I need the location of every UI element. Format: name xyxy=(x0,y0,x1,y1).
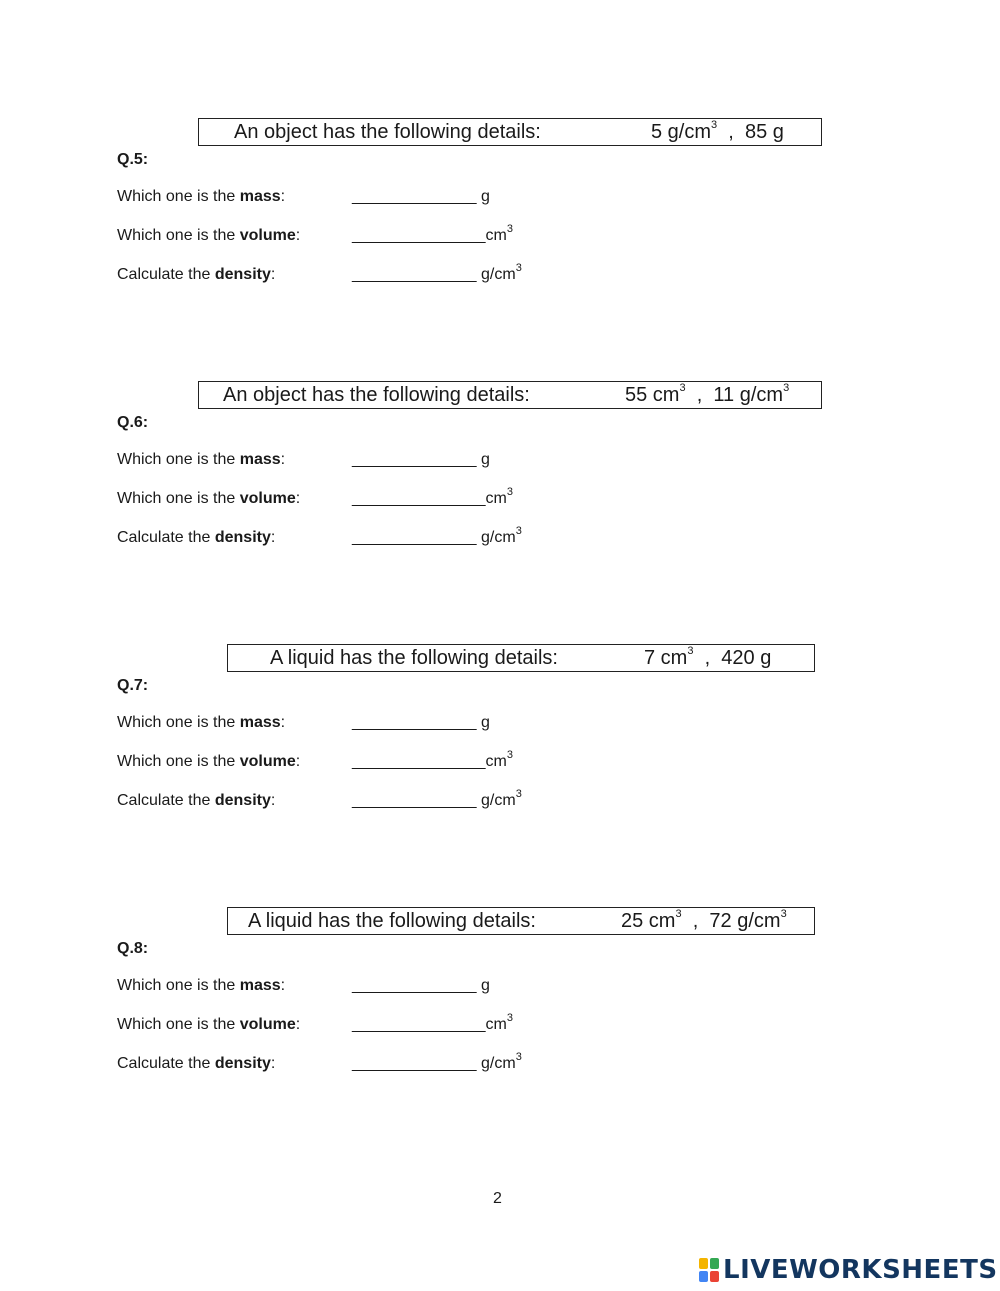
question-number: Q.6: xyxy=(117,414,149,431)
volume-answer-blank[interactable]: $\_\_\_\_\_\_\_\_\_\_\_\_\_\_\_cm^3$ xyxy=(352,485,513,507)
density-answer-blank[interactable]: ______________ $g/cm^3$ xyxy=(352,261,522,283)
details-values xyxy=(651,119,784,145)
details-box xyxy=(198,118,822,146)
question-block xyxy=(0,644,1000,874)
details-values xyxy=(621,908,787,934)
mass-answer-blank[interactable]: ______________ g xyxy=(352,714,490,731)
details-text: A liquid has the following details: xyxy=(248,910,536,932)
mass-label: Which one is the mass: xyxy=(117,977,286,994)
detail-value-1: 55 cm xyxy=(625,384,680,406)
liveworksheets-logo-icon xyxy=(698,1257,720,1283)
detail-value-1: 25 cm xyxy=(621,910,676,932)
detail-value-1: 7 cm xyxy=(644,647,688,669)
details-box xyxy=(227,907,815,935)
density-label: Calculate the density: xyxy=(117,792,276,809)
detail-separator: , xyxy=(728,121,734,143)
mass-label: Which one is the mass: xyxy=(117,714,286,731)
density-label: Calculate the density: xyxy=(117,529,276,546)
detail-value-2: 85 g xyxy=(744,121,784,143)
density-answer-blank[interactable]: ______________ $g/cm^3$ xyxy=(352,787,522,809)
detail-value-2: 11 g/cm xyxy=(713,384,784,406)
details-box xyxy=(227,644,815,672)
question-block xyxy=(0,907,1000,1137)
details-values xyxy=(644,645,771,671)
detail-value-1-sup: 3 xyxy=(711,119,718,132)
volume-label: Which one is the volume: xyxy=(117,227,301,244)
mass-label: Which one is the mass: xyxy=(117,188,286,205)
mass-label: Which one is the mass: xyxy=(117,451,286,468)
details-text: An object has the following details: xyxy=(234,121,541,143)
volume-answer-blank[interactable]: $\_\_\_\_\_\_\_\_\_\_\_\_\_\_\_cm^3$ xyxy=(352,1011,513,1033)
details-text: An object has the following details: xyxy=(223,384,530,406)
detail-value-1: 5 g/cm xyxy=(651,121,712,143)
density-answer-blank[interactable]: ______________ $g/cm^3$ xyxy=(352,524,522,546)
detail-separator: , xyxy=(696,384,703,406)
volume-answer-blank[interactable]: $\_\_\_\_\_\_\_\_\_\_\_\_\_\_\_cm^3$ xyxy=(352,748,513,770)
question-number: Q.7: xyxy=(117,677,149,694)
mass-answer-blank[interactable]: ______________ g xyxy=(352,977,490,994)
liveworksheets-logo xyxy=(698,1255,998,1285)
density-label: Calculate the density: xyxy=(117,1055,276,1072)
detail-separator: , xyxy=(704,647,711,669)
density-label: Calculate the density: xyxy=(117,266,276,283)
details-box xyxy=(198,381,822,409)
detail-value-2-sup: 3 xyxy=(780,908,787,921)
question-block xyxy=(0,381,1000,611)
detail-value-2-sup: 3 xyxy=(783,382,790,395)
detail-value-1-sup: 3 xyxy=(679,382,686,395)
detail-separator: , xyxy=(692,910,699,932)
detail-value-1-sup: 3 xyxy=(675,908,682,921)
details-values xyxy=(625,382,789,408)
volume-label: Which one is the volume: xyxy=(117,753,301,770)
logo-text: LIVEWORKSHEETS xyxy=(723,1255,998,1285)
detail-value-1-sup: 3 xyxy=(687,645,694,658)
volume-answer-blank[interactable]: $\_\_\_\_\_\_\_\_\_\_\_\_\_\_\_cm^3$ xyxy=(352,222,513,244)
detail-value-2: 72 g/cm xyxy=(709,910,781,932)
mass-answer-blank[interactable]: ______________ g xyxy=(352,451,490,468)
details-text: A liquid has the following details: xyxy=(270,647,558,669)
question-block xyxy=(0,118,1000,348)
volume-label: Which one is the volume: xyxy=(117,1016,301,1033)
volume-label: Which one is the volume: xyxy=(117,490,301,507)
question-number: Q.5: xyxy=(117,151,149,168)
mass-answer-blank[interactable]: ______________ g xyxy=(352,188,490,205)
question-number: Q.8: xyxy=(117,940,149,957)
detail-value-2: 420 g xyxy=(721,647,772,669)
page-number: 2 xyxy=(493,1190,502,1207)
density-answer-blank[interactable]: ______________ $g/cm^3$ xyxy=(352,1050,522,1072)
